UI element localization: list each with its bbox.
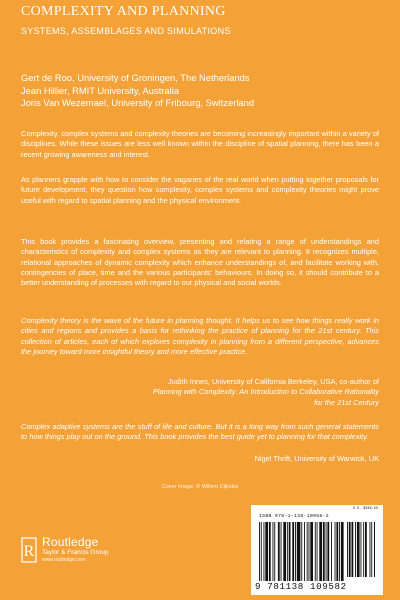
attribution-book-title: Planning with Complexity: An Introduction to Collaborative Rationality — [152, 387, 379, 397]
editor-line: Gert de Roo, University of Groningen, The Netherlands — [21, 72, 250, 83]
endorsement-quote: Complexity theory is the wave of the future in planning thought. It helps us to see how things really work in cities and regions and provides a basis for rethinking the practice of planning for the 21st century. This collection of articles, each of which explores complexity in planning from a different perspective, advances the journey toward more insightful theory and more effective practice. — [21, 316, 379, 356]
publisher-group: Taylor & Francis Group — [42, 549, 109, 556]
svg-text:R: R — [23, 543, 35, 560]
book-subtitle: SYSTEMS, ASSEMBLAGES AND SIMULATIONS — [21, 26, 231, 36]
attribution-book-title-cont: for the 21st Century — [314, 397, 379, 407]
publisher-logo — [21, 536, 108, 564]
description-paragraph: This book provides a fascinating overview, presenting and relating a range of understandings and characteristics of complexity and complex systems as they are relevant to planning. It recognizes multiple, relational approaches of dynamic complexity which enhance understandings of, and facilitate working with, contingencies of place, time and the various participants' behaviours. In doing so, it should contribute to a better understanding of processes with regard to our physical and social worlds. — [21, 237, 379, 288]
ean-barcode — [259, 522, 345, 584]
publisher-name: Routledge — [42, 535, 99, 549]
routledge-r-icon — [21, 537, 37, 563]
cover-image-credit: Cover image: © Willem Dijkstra — [161, 484, 239, 490]
publisher-url: www.routledge.com — [42, 557, 86, 563]
editor-line: Jean Hillier, RMIT University, Australia — [21, 84, 180, 96]
endorsement-attribution — [79, 377, 379, 408]
endorsement-attribution: Nigel Thrift, University of Warwick, UK — [254, 454, 379, 463]
ean-number: 9 781138 109582 — [255, 581, 347, 592]
editor-line: Joris Van Wezemael, University of Fribourg, Switzerland — [21, 97, 255, 108]
editors-list — [21, 72, 254, 110]
description-paragraph: Complexity, complex systems and complexity theories are becoming increasingly important within a variety of disciplines. While these issues are less well known within the discipline of spatial planning, there has been a recent growing awareness and interest. — [21, 129, 379, 159]
barcode-panel — [251, 505, 383, 595]
endorsement-quote: Complex adaptive systems are the stuff of life and culture. But it is a long way from such general statements to how things play out on the ground. This book provides the best guide yet to planning for that complexity. — [21, 422, 379, 442]
attribution-author: Judith Innes, University of California Berkeley, USA, co-author of — [167, 377, 379, 386]
description-paragraph: As planners grapple with how to consider the vagaries of the real world when putting together proposals for future development, they question how complexity, complex systems and complexity theories might prove useful with regard to spatial planning and the physical environment. — [21, 175, 379, 205]
addon-barcode — [347, 522, 375, 577]
barcode-top-code: U.S. $XXX.XX — [352, 507, 378, 511]
book-title: COMPLEXITY AND PLANNING — [21, 4, 226, 19]
isbn-text: ISBN 978-1-138-10958-2 — [259, 514, 329, 519]
